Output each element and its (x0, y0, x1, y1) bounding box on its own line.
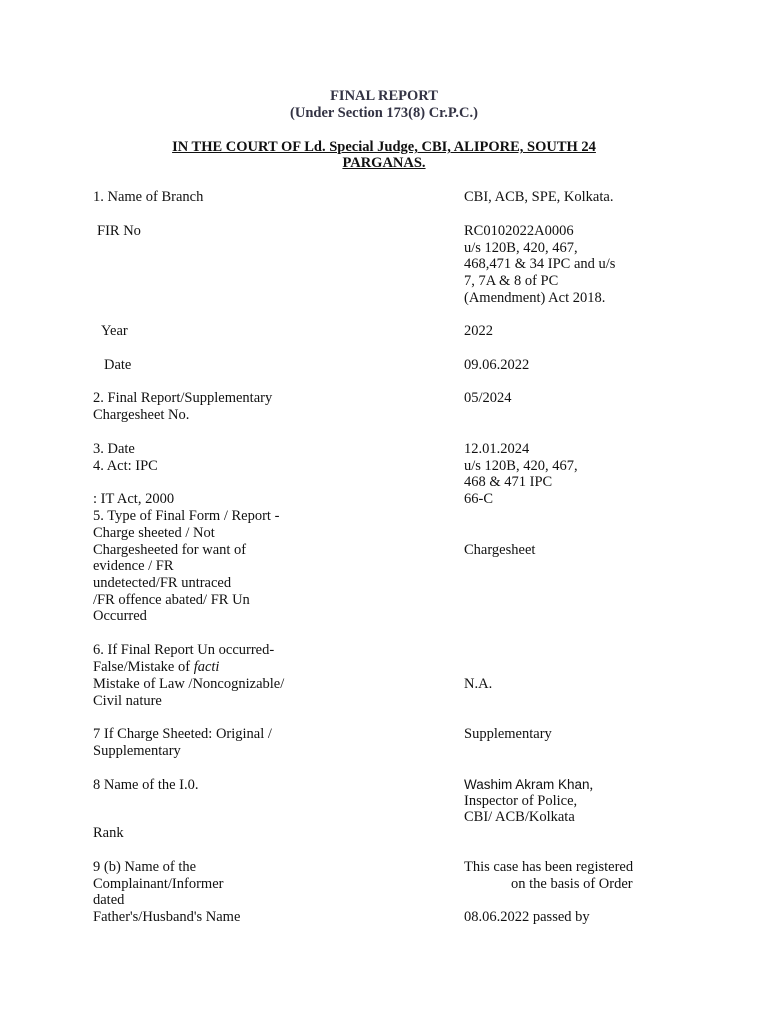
fir-label: FIR No (97, 223, 141, 239)
fir-value-line4: 7, 7A & 8 of PC (464, 273, 559, 289)
report-title: FINAL REPORT (330, 88, 438, 104)
charge-label-line2: Supplementary (93, 743, 181, 759)
year-label: Year (101, 323, 128, 339)
complainant-label-line4: Father's/Husband's Name (93, 909, 241, 925)
charge-label-line1: 7 If Charge Sheeted: Original / (93, 726, 272, 742)
branch-label: 1. Name of Branch (93, 189, 204, 205)
unoccurred-label-line4: Civil nature (93, 693, 162, 709)
act-value-line2: 468 & 471 IPC (464, 474, 553, 490)
fir-value-line3: 468,471 & 34 IPC and u/s (464, 256, 616, 272)
complainant-value-line3: 08.06.2022 passed by (464, 909, 590, 925)
court-heading-line2: PARGANAS. (342, 155, 426, 171)
type-label-line4: evidence / FR (93, 558, 174, 574)
report-no-label-line1: 2. Final Report/Supplementary (93, 390, 273, 406)
type-label-line6: /FR offence abated/ FR Un (93, 592, 250, 608)
complainant-label-line1: 9 (b) Name of the (93, 859, 197, 875)
complainant-value-line2: on the basis of Order (511, 876, 633, 892)
unoccurred-value: N.A. (464, 676, 493, 692)
it-act-label: : IT Act, 2000 (93, 491, 175, 507)
type-value: Chargesheet (464, 542, 536, 558)
complainant-label-line3: dated (93, 892, 125, 908)
act-label: 4. Act: IPC (93, 458, 158, 474)
fir-value-line5: (Amendment) Act 2018. (464, 290, 606, 306)
unoccurred-label-italic: facti (193, 659, 220, 675)
io-value-line2: Inspector of Police, (464, 793, 578, 809)
date3-label: 3. Date (93, 441, 135, 457)
type-label-line2: Charge sheeted / Not (93, 525, 215, 541)
fir-value-line2: u/s 120B, 420, 467, (464, 240, 578, 256)
io-label: 8 Name of the I.0. (93, 777, 199, 793)
court-heading-line1: IN THE COURT OF Ld. Special Judge, CBI, ALIPORE, SOUTH 24 (172, 139, 596, 155)
report-subtitle: (Under Section 173(8) Cr.P.C.) (290, 105, 478, 121)
io-name-comma: , (589, 777, 594, 793)
fir-value-line1: RC0102022A0006 (464, 223, 574, 239)
type-label-line7: Occurred (93, 608, 147, 624)
rank-label: Rank (93, 825, 124, 841)
unoccurred-label-text: False/Mistake of (93, 659, 194, 675)
unoccurred-label-line2 (93, 659, 219, 676)
year-value: 2022 (464, 323, 493, 339)
report-no-value: 05/2024 (464, 390, 512, 406)
act-value-line1: u/s 120B, 420, 467, (464, 458, 578, 474)
complainant-label-line2: Complainant/Informer (93, 876, 224, 892)
type-label-line3: Chargesheeted for want of (93, 542, 247, 558)
complainant-value-line1: This case has been registered (464, 859, 634, 875)
unoccurred-label-line1: 6. If Final Report Un occurred- (93, 642, 275, 658)
it-act-value: 66-C (464, 491, 493, 507)
io-value-line1 (464, 777, 593, 794)
type-label-line1: 5. Type of Final Form / Report - (93, 508, 280, 524)
branch-value: CBI, ACB, SPE, Kolkata. (464, 189, 614, 205)
io-name: Washim Akram Khan (464, 777, 590, 792)
report-no-label-line2: Chargesheet No. (93, 407, 190, 423)
unoccurred-label-line3: Mistake of Law /Noncognizable/ (93, 676, 285, 692)
date-value: 09.06.2022 (464, 357, 530, 373)
date3-value: 12.01.2024 (464, 441, 530, 457)
date-label: Date (104, 357, 132, 373)
io-value-line3: CBI/ ACB/Kolkata (464, 809, 575, 825)
charge-value: Supplementary (464, 726, 552, 742)
type-label-line5: undetected/FR untraced (93, 575, 232, 591)
